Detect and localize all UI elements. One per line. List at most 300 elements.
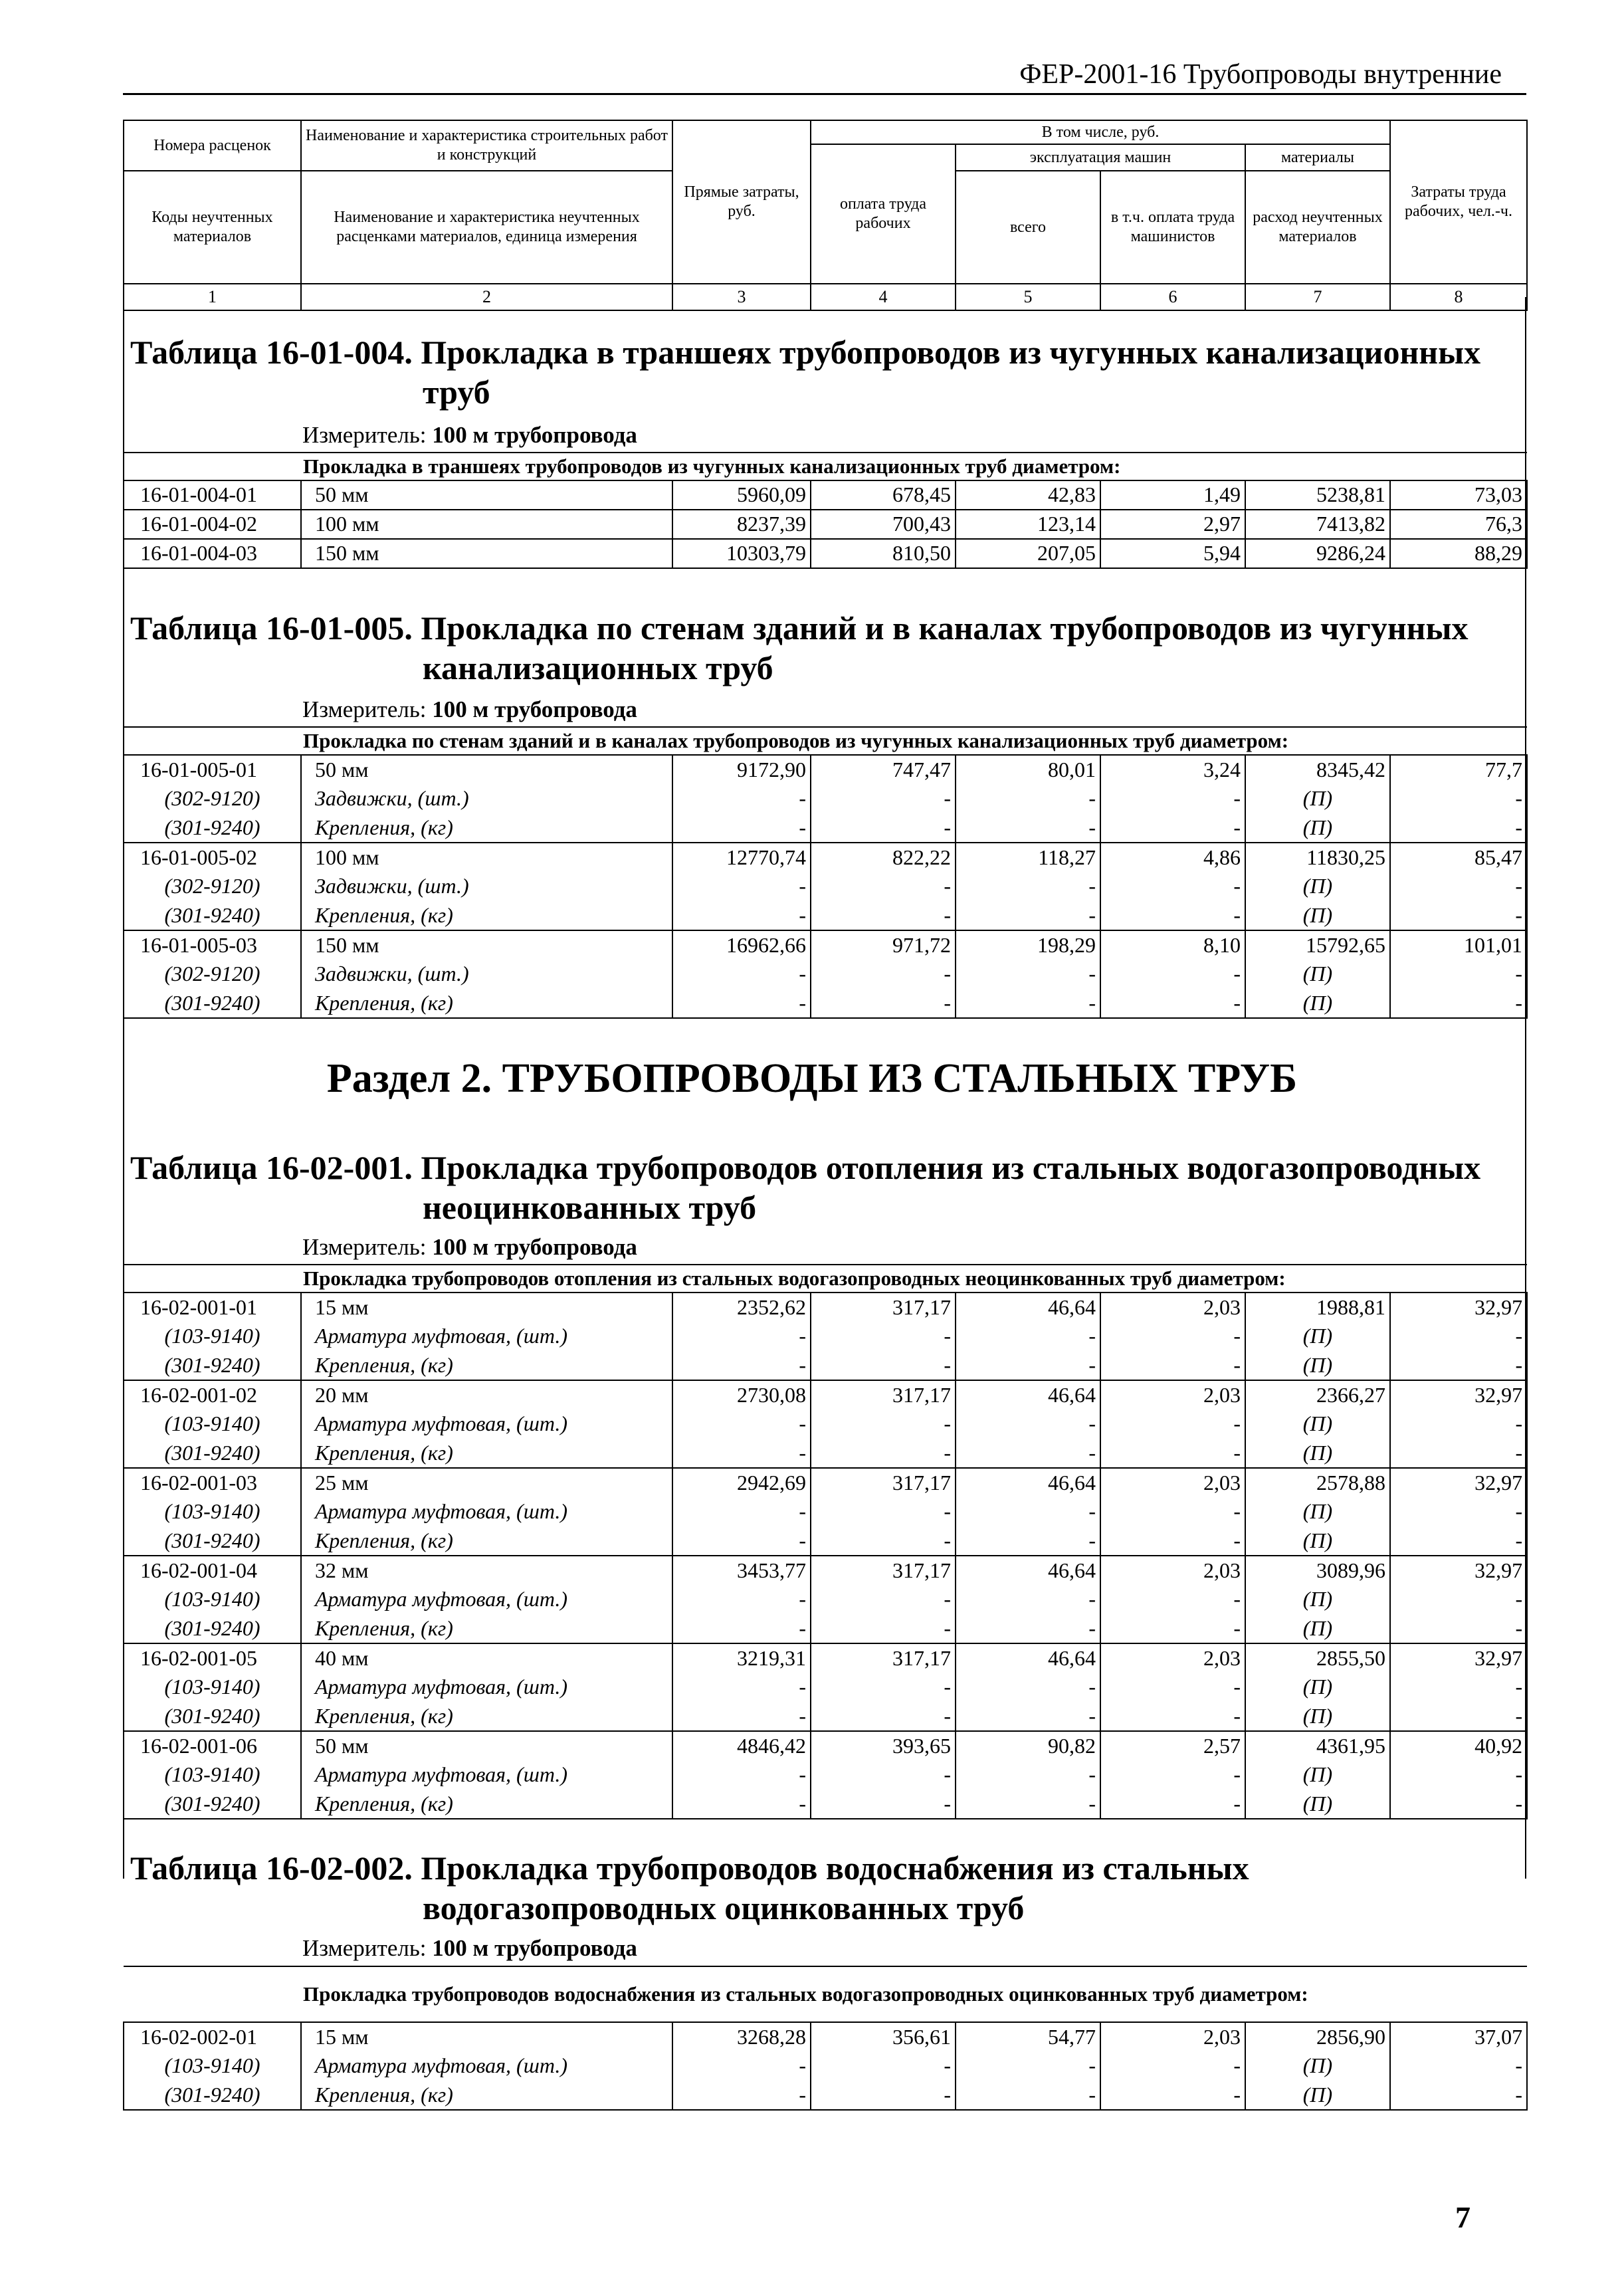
- material-name: Крепления, (кг): [301, 989, 672, 1018]
- material-value: -: [1390, 2081, 1527, 2110]
- header-rates-numbers: Номера расценок: [124, 120, 301, 171]
- material-value: (П): [1245, 1497, 1390, 1526]
- material-value: -: [811, 901, 956, 930]
- material-value: -: [1100, 901, 1245, 930]
- material-row: [124, 1673, 1527, 1702]
- material-value: -: [672, 960, 811, 989]
- material-name: Крепления, (кг): [301, 813, 672, 843]
- rate-value: 2,97: [1100, 510, 1245, 539]
- material-code: (301-9240): [124, 1614, 301, 1643]
- material-row: [124, 1614, 1527, 1643]
- material-value: (П): [1245, 1760, 1390, 1790]
- material-name: Крепления, (кг): [301, 901, 672, 930]
- measure-value: 100 м трубопровода: [432, 696, 637, 722]
- material-value: -: [1100, 1614, 1245, 1643]
- material-value: -: [672, 813, 811, 843]
- rate-code: 16-02-001-05: [124, 1643, 301, 1673]
- rate-value: 700,43: [811, 510, 956, 539]
- material-row: [124, 1790, 1527, 1819]
- rate-value: 8345,42: [1245, 755, 1390, 784]
- table-caption: Прокладка в траншеях трубопроводов из чугунных канализационных труб диаметром:: [124, 453, 1527, 480]
- material-value: -: [1390, 901, 1527, 930]
- material-code: (103-9140): [124, 1760, 301, 1790]
- table-row: [124, 1380, 1527, 1409]
- rate-value: 46,64: [956, 1380, 1100, 1409]
- rate-code: 16-02-002-01: [124, 2022, 301, 2051]
- header-wages: оплата труда рабочих: [811, 144, 956, 284]
- rate-code: 16-02-001-03: [124, 1468, 301, 1497]
- material-row: [124, 901, 1527, 930]
- material-value: -: [672, 1409, 811, 1439]
- material-value: (П): [1245, 1351, 1390, 1380]
- rate-value: 32,97: [1390, 1643, 1527, 1673]
- material-value: -: [811, 1702, 956, 1731]
- rate-value: 46,64: [956, 1293, 1100, 1322]
- material-code: (301-9240): [124, 1351, 301, 1380]
- rate-name: 150 мм: [301, 930, 672, 960]
- material-value: -: [956, 1526, 1100, 1556]
- rate-value: 356,61: [811, 2022, 956, 2051]
- rate-value: 88,29: [1390, 539, 1527, 568]
- material-name: Крепления, (кг): [301, 1351, 672, 1380]
- rate-value: 2,03: [1100, 1380, 1245, 1409]
- rates-table: [123, 726, 1528, 1019]
- table-row: [124, 930, 1527, 960]
- header-work-name: Наименование и характеристика строительных работ и конструкций: [301, 120, 672, 171]
- table-row: [124, 1643, 1527, 1673]
- material-value: -: [956, 1439, 1100, 1468]
- rate-value: 9172,90: [672, 755, 811, 784]
- rate-value: 2942,69: [672, 1468, 811, 1497]
- rate-value: 317,17: [811, 1556, 956, 1585]
- material-row: [124, 784, 1527, 813]
- rate-value: 2366,27: [1245, 1380, 1390, 1409]
- material-value: -: [811, 1760, 956, 1790]
- material-value: -: [956, 1585, 1100, 1614]
- material-value: -: [672, 1702, 811, 1731]
- material-row: [124, 989, 1527, 1018]
- rate-code: 16-01-005-02: [124, 843, 301, 872]
- rate-name: 100 мм: [301, 843, 672, 872]
- material-row: [124, 1322, 1527, 1351]
- material-value: -: [672, 1351, 811, 1380]
- material-code: (103-9140): [124, 1673, 301, 1702]
- rate-name: 32 мм: [301, 1556, 672, 1585]
- table-row: [124, 1731, 1527, 1760]
- table-row: [124, 2022, 1527, 2051]
- rate-value: 3268,28: [672, 2022, 811, 2051]
- header-machinists-wages: в т.ч. оплата труда машинистов: [1100, 171, 1245, 284]
- measure-value: 100 м трубопровода: [432, 422, 637, 448]
- rate-value: 46,64: [956, 1468, 1100, 1497]
- table-title-line2: канализационных труб: [423, 649, 773, 686]
- col-number-8: 8: [1390, 284, 1527, 310]
- material-row: [124, 813, 1527, 843]
- measure-line: [302, 1935, 637, 1962]
- measure-value: 100 м трубопровода: [432, 1234, 637, 1260]
- measure-line: [302, 1234, 637, 1261]
- rate-value: 85,47: [1390, 843, 1527, 872]
- material-value: (П): [1245, 1585, 1390, 1614]
- rate-value: 9286,24: [1245, 539, 1390, 568]
- material-value: -: [956, 1702, 1100, 1731]
- material-code: (302-9120): [124, 784, 301, 813]
- material-name: Крепления, (кг): [301, 1526, 672, 1556]
- rate-value: 2,03: [1100, 1643, 1245, 1673]
- material-row: [124, 1526, 1527, 1556]
- material-value: -: [956, 901, 1100, 930]
- material-value: -: [956, 1673, 1100, 1702]
- material-value: -: [1100, 1585, 1245, 1614]
- material-row: [124, 1702, 1527, 1731]
- table-row: [124, 1556, 1527, 1585]
- table-caption: Прокладка по стенам зданий и в каналах трубопроводов из чугунных канализационных труб диаметром:: [124, 727, 1527, 755]
- measure-line: [302, 696, 637, 723]
- material-value: -: [1390, 1322, 1527, 1351]
- material-row: [124, 1351, 1527, 1380]
- rate-value: 8237,39: [672, 510, 811, 539]
- material-row: [124, 960, 1527, 989]
- table-title-line2: труб: [423, 373, 490, 411]
- col-number-6: 6: [1100, 284, 1245, 310]
- material-row: [124, 1439, 1527, 1468]
- material-value: -: [811, 2081, 956, 2110]
- material-row: [124, 1760, 1527, 1790]
- rates-table: [123, 1966, 1528, 2111]
- material-value: -: [1390, 1760, 1527, 1790]
- rate-value: 1988,81: [1245, 1293, 1390, 1322]
- material-value: -: [1100, 1409, 1245, 1439]
- rate-value: 2856,90: [1245, 2022, 1390, 2051]
- material-value: -: [672, 2081, 811, 2110]
- material-name: Крепления, (кг): [301, 1702, 672, 1731]
- material-value: -: [956, 872, 1100, 901]
- rate-value: 317,17: [811, 1380, 956, 1409]
- rate-name: 25 мм: [301, 1468, 672, 1497]
- table-title-line1: Таблица 16-02-001. Прокладка трубопроводов отопления из стальных водогазопроводных: [130, 1149, 1481, 1186]
- rate-value: 2578,88: [1245, 1468, 1390, 1497]
- material-value: -: [1390, 1673, 1527, 1702]
- rate-name: 40 мм: [301, 1643, 672, 1673]
- material-value: (П): [1245, 1614, 1390, 1643]
- col-number-4: 4: [811, 284, 956, 310]
- material-name: Арматура муфтовая, (шт.): [301, 2051, 672, 2081]
- rate-code: 16-01-005-01: [124, 755, 301, 784]
- material-value: -: [1390, 1526, 1527, 1556]
- rate-value: 678,45: [811, 480, 956, 510]
- rate-value: 4361,95: [1245, 1731, 1390, 1760]
- material-value: -: [956, 989, 1100, 1018]
- material-row: [124, 1497, 1527, 1526]
- material-value: -: [1390, 813, 1527, 843]
- table-title: [130, 1848, 1526, 1928]
- header-machine-operation: эксплуатация машин: [956, 144, 1245, 171]
- col-number-5: 5: [956, 284, 1100, 310]
- table-row: [124, 755, 1527, 784]
- rate-value: 2,57: [1100, 1731, 1245, 1760]
- material-code: (103-9140): [124, 1322, 301, 1351]
- material-code: (301-9240): [124, 1439, 301, 1468]
- rate-value: 76,3: [1390, 510, 1527, 539]
- material-value: -: [811, 813, 956, 843]
- rate-code: 16-02-001-04: [124, 1556, 301, 1585]
- measure-label: Измеритель:: [302, 696, 427, 722]
- material-row: [124, 2051, 1527, 2081]
- rate-value: 810,50: [811, 539, 956, 568]
- rate-name: 15 мм: [301, 2022, 672, 2051]
- table-title-line1: Таблица 16-01-004. Прокладка в траншеях трубопроводов из чугунных канализационных: [130, 334, 1481, 371]
- rate-value: 77,7: [1390, 755, 1527, 784]
- rate-value: 46,64: [956, 1556, 1100, 1585]
- material-value: -: [1390, 960, 1527, 989]
- material-value: (П): [1245, 2081, 1390, 2110]
- table-title: [130, 332, 1526, 412]
- measure-line: [302, 422, 637, 449]
- rate-value: 12770,74: [672, 843, 811, 872]
- running-header: ФЕР-2001-16 Трубопроводы внутренние: [1019, 59, 1502, 90]
- material-code: (301-9240): [124, 989, 301, 1018]
- material-name: Арматура муфтовая, (шт.): [301, 1585, 672, 1614]
- material-code: (103-9140): [124, 1409, 301, 1439]
- material-value: -: [811, 1497, 956, 1526]
- material-value: -: [672, 901, 811, 930]
- material-value: -: [1390, 989, 1527, 1018]
- material-value: -: [1100, 989, 1245, 1018]
- material-value: -: [811, 960, 956, 989]
- material-value: -: [811, 1409, 956, 1439]
- material-value: -: [1100, 1351, 1245, 1380]
- material-value: -: [956, 784, 1100, 813]
- table-caption: Прокладка трубопроводов отопления из стальных водогазопроводных неоцинкованных труб диаметром:: [124, 1265, 1527, 1293]
- material-value: (П): [1245, 1526, 1390, 1556]
- rate-code: 16-02-001-02: [124, 1380, 301, 1409]
- material-value: (П): [1245, 1702, 1390, 1731]
- material-value: -: [672, 784, 811, 813]
- rate-value: 2,03: [1100, 1293, 1245, 1322]
- material-value: -: [956, 813, 1100, 843]
- material-value: -: [811, 1322, 956, 1351]
- rate-code: 16-01-004-03: [124, 539, 301, 568]
- rate-value: 317,17: [811, 1468, 956, 1497]
- material-code: (103-9140): [124, 1497, 301, 1526]
- rate-value: 971,72: [811, 930, 956, 960]
- table-title-line2: неоцинкованных труб: [423, 1189, 757, 1226]
- rate-value: 42,83: [956, 480, 1100, 510]
- material-value: -: [811, 1526, 956, 1556]
- col-number-3: 3: [672, 284, 811, 310]
- rate-code: 16-02-001-06: [124, 1731, 301, 1760]
- rate-name: 100 мм: [301, 510, 672, 539]
- material-value: -: [1100, 2051, 1245, 2081]
- material-value: -: [956, 1322, 1100, 1351]
- rate-value: 4846,42: [672, 1731, 811, 1760]
- material-value: (П): [1245, 901, 1390, 930]
- rate-value: 32,97: [1390, 1556, 1527, 1585]
- col-number-2: 2: [301, 284, 672, 310]
- header-including: В том числе, руб.: [811, 120, 1390, 144]
- material-value: -: [956, 2051, 1100, 2081]
- rate-value: 10303,79: [672, 539, 811, 568]
- material-value: -: [672, 1760, 811, 1790]
- column-header-table: [123, 120, 1528, 311]
- material-value: -: [956, 1790, 1100, 1819]
- material-value: -: [1100, 813, 1245, 843]
- table-title-line1: Таблица 16-02-002. Прокладка трубопроводов водоснабжения из стальных: [130, 1849, 1249, 1887]
- table-title: [130, 1148, 1526, 1227]
- material-name: Крепления, (кг): [301, 1790, 672, 1819]
- material-value: -: [1100, 2081, 1245, 2110]
- table-title-line1: Таблица 16-01-005. Прокладка по стенам зданий и в каналах трубопроводов из чугунных: [130, 609, 1469, 647]
- rate-value: 2855,50: [1245, 1643, 1390, 1673]
- material-value: -: [672, 1439, 811, 1468]
- material-name: Задвижки, (шт.): [301, 960, 672, 989]
- material-value: (П): [1245, 989, 1390, 1018]
- rate-value: 317,17: [811, 1643, 956, 1673]
- material-name: Арматура муфтовая, (шт.): [301, 1409, 672, 1439]
- rate-value: 32,97: [1390, 1468, 1527, 1497]
- material-value: -: [672, 1614, 811, 1643]
- material-value: -: [1390, 2051, 1527, 2081]
- material-value: (П): [1245, 1409, 1390, 1439]
- material-value: (П): [1245, 784, 1390, 813]
- header-codes: Коды неучтенных материалов: [124, 171, 301, 284]
- material-value: -: [1100, 1790, 1245, 1819]
- material-value: -: [811, 872, 956, 901]
- material-value: -: [672, 1790, 811, 1819]
- material-value: -: [672, 1526, 811, 1556]
- table-caption: Прокладка трубопроводов водоснабжения из стальных водогазопроводных оцинкованных труб диаметром:: [124, 1966, 1527, 2022]
- rate-value: 2,03: [1100, 1468, 1245, 1497]
- material-value: -: [1390, 784, 1527, 813]
- material-code: (301-9240): [124, 901, 301, 930]
- section-title: Раздел 2. ТРУБОПРОВОДЫ ИЗ СТАЛЬНЫХ ТРУБ: [326, 1056, 1298, 1101]
- material-value: -: [1390, 1351, 1527, 1380]
- rate-value: 1,49: [1100, 480, 1245, 510]
- table-row: [124, 510, 1527, 539]
- material-value: -: [811, 989, 956, 1018]
- material-value: -: [956, 960, 1100, 989]
- header-rule: [123, 93, 1526, 95]
- table-row: [124, 480, 1527, 510]
- material-value: -: [1100, 1497, 1245, 1526]
- material-code: (301-9240): [124, 1526, 301, 1556]
- rate-value: 3089,96: [1245, 1556, 1390, 1585]
- rates-table: [123, 1264, 1528, 1819]
- rate-name: 20 мм: [301, 1380, 672, 1409]
- material-value: -: [1100, 1526, 1245, 1556]
- material-value: -: [956, 2081, 1100, 2110]
- material-value: -: [811, 2051, 956, 2081]
- rate-value: 11830,25: [1245, 843, 1390, 872]
- rate-value: 317,17: [811, 1293, 956, 1322]
- rate-value: 8,10: [1100, 930, 1245, 960]
- rate-value: 2,03: [1100, 2022, 1245, 2051]
- header-materials: материалы: [1245, 144, 1390, 171]
- rate-value: 2730,08: [672, 1380, 811, 1409]
- material-value: -: [672, 1322, 811, 1351]
- rate-value: 5960,09: [672, 480, 811, 510]
- material-value: -: [672, 2051, 811, 2081]
- material-name: Крепления, (кг): [301, 1439, 672, 1468]
- material-value: -: [811, 1351, 956, 1380]
- rate-code: 16-01-004-02: [124, 510, 301, 539]
- material-value: -: [956, 1497, 1100, 1526]
- material-value: (П): [1245, 2051, 1390, 2081]
- material-value: -: [811, 1614, 956, 1643]
- rate-value: 16962,66: [672, 930, 811, 960]
- page-number: 7: [1455, 2200, 1471, 2234]
- material-code: (103-9140): [124, 2051, 301, 2081]
- material-name: Арматура муфтовая, (шт.): [301, 1497, 672, 1526]
- material-value: -: [672, 1497, 811, 1526]
- rate-value: 15792,65: [1245, 930, 1390, 960]
- material-value: -: [1100, 1760, 1245, 1790]
- rate-value: 40,92: [1390, 1731, 1527, 1760]
- material-value: (П): [1245, 1790, 1390, 1819]
- rate-code: 16-02-001-01: [124, 1293, 301, 1322]
- material-value: -: [1100, 1322, 1245, 1351]
- material-name: Задвижки, (шт.): [301, 784, 672, 813]
- rate-value: 37,07: [1390, 2022, 1527, 2051]
- col-number-1: 1: [124, 284, 301, 310]
- rate-value: 198,29: [956, 930, 1100, 960]
- material-value: -: [1390, 1702, 1527, 1731]
- material-value: -: [811, 1673, 956, 1702]
- col-number-7: 7: [1245, 284, 1390, 310]
- rate-code: 16-01-005-03: [124, 930, 301, 960]
- rate-value: 822,22: [811, 843, 956, 872]
- material-value: -: [1100, 872, 1245, 901]
- material-value: -: [811, 784, 956, 813]
- material-value: -: [672, 872, 811, 901]
- rate-value: 118,27: [956, 843, 1100, 872]
- material-name: Арматура муфтовая, (шт.): [301, 1760, 672, 1790]
- material-code: (301-9240): [124, 813, 301, 843]
- rate-value: 747,47: [811, 755, 956, 784]
- rate-value: 46,64: [956, 1643, 1100, 1673]
- rate-value: 101,01: [1390, 930, 1527, 960]
- material-value: -: [1390, 872, 1527, 901]
- measure-label: Измеритель:: [302, 422, 427, 448]
- rate-name: 150 мм: [301, 539, 672, 568]
- material-code: (302-9120): [124, 960, 301, 989]
- table-row: [124, 539, 1527, 568]
- material-value: -: [1390, 1409, 1527, 1439]
- material-value: (П): [1245, 872, 1390, 901]
- material-value: -: [1100, 960, 1245, 989]
- material-value: -: [1390, 1497, 1527, 1526]
- measure-value: 100 м трубопровода: [432, 1935, 637, 1961]
- material-value: -: [956, 1760, 1100, 1790]
- table-row: [124, 1468, 1527, 1497]
- rate-name: 50 мм: [301, 755, 672, 784]
- rate-value: 3453,77: [672, 1556, 811, 1585]
- rate-value: 3219,31: [672, 1643, 811, 1673]
- material-value: -: [811, 1790, 956, 1819]
- header-machine-total: всего: [956, 171, 1100, 284]
- material-value: -: [1100, 1439, 1245, 1468]
- rate-value: 393,65: [811, 1731, 956, 1760]
- material-value: -: [956, 1614, 1100, 1643]
- rate-value: 3,24: [1100, 755, 1245, 784]
- material-value: -: [1100, 1673, 1245, 1702]
- material-name: Задвижки, (шт.): [301, 872, 672, 901]
- material-code: (302-9120): [124, 872, 301, 901]
- rate-value: 2,03: [1100, 1556, 1245, 1585]
- material-value: -: [1390, 1585, 1527, 1614]
- rates-table: [123, 452, 1528, 569]
- rate-value: 32,97: [1390, 1380, 1527, 1409]
